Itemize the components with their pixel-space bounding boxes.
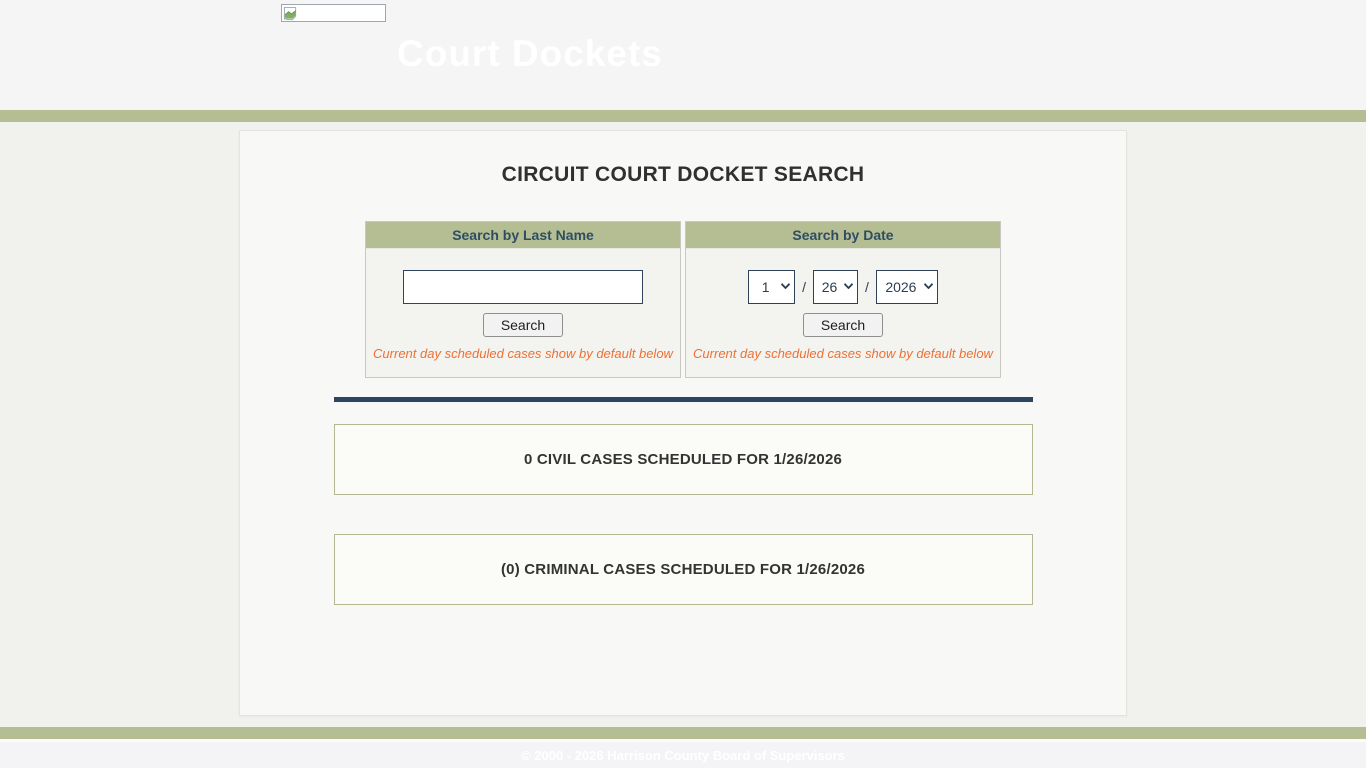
day-select[interactable]: [813, 270, 858, 304]
search-by-name-header: Search by Last Name: [366, 222, 680, 249]
search-by-date-body: [686, 249, 1000, 377]
site-footer: [0, 727, 1366, 768]
content-panel: [239, 130, 1127, 716]
civil-cases-text: 0 CIVIL CASES SCHEDULED FOR 1/26/2026: [523, 451, 843, 468]
main-area: [0, 122, 1366, 727]
search-by-date-panel: [685, 221, 1001, 378]
search-by-name-body: [366, 249, 680, 377]
header-band: [0, 110, 1366, 122]
copyright-text: © 2000 - 2026 Harrison County Board of Supervisors: [521, 748, 845, 763]
broken-image-icon: [283, 6, 298, 21]
day-select-wrap: [813, 270, 858, 304]
section-divider: [334, 397, 1033, 402]
criminal-cases-box: [334, 534, 1033, 605]
name-search-button[interactable]: Search: [483, 313, 563, 337]
month-select-wrap: [748, 270, 795, 304]
date-separator: /: [865, 279, 869, 295]
footer-area: [0, 739, 1366, 768]
name-search-note: Current day scheduled cases show by default below: [373, 346, 673, 361]
last-name-input[interactable]: [403, 270, 643, 304]
page-title: CIRCUIT COURT DOCKET SEARCH: [501, 163, 865, 186]
footer-band: [0, 727, 1366, 739]
date-search-note: Current day scheduled cases show by default below: [693, 346, 993, 361]
date-search-button[interactable]: Search: [803, 313, 883, 337]
search-by-date-header: Search by Date: [686, 222, 1000, 249]
site-header: [0, 0, 1366, 110]
year-select-wrap: [876, 270, 938, 304]
date-select-row: [686, 270, 1000, 304]
year-select[interactable]: [876, 270, 938, 304]
site-title: Court Dockets: [397, 33, 663, 74]
search-row: [240, 221, 1126, 378]
civil-cases-box: [334, 424, 1033, 495]
search-by-name-panel: [365, 221, 681, 378]
date-separator: /: [802, 279, 806, 295]
criminal-cases-text: (0) CRIMINAL CASES SCHEDULED FOR 1/26/2026: [500, 561, 866, 578]
month-select[interactable]: [748, 270, 795, 304]
site-logo-broken-image: [281, 4, 386, 22]
